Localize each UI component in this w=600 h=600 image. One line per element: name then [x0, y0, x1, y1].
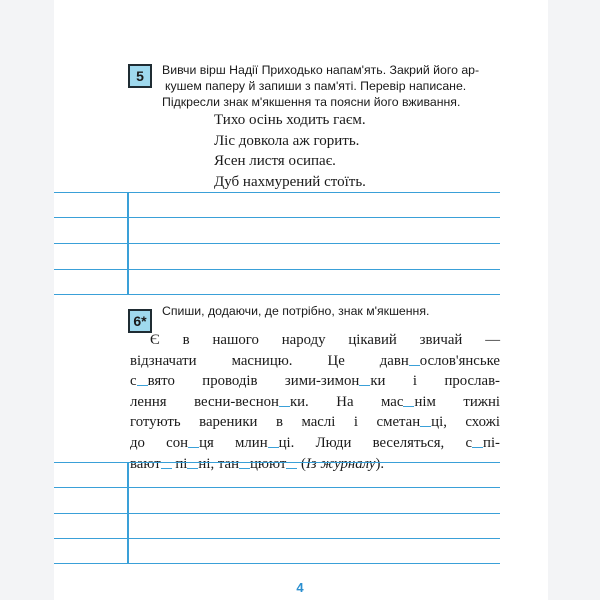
- blank: [403, 394, 414, 407]
- blank: [137, 373, 148, 386]
- instruction-line: Вивчи вірш Надії Приходько напам'ять. Закрий його ар-: [162, 63, 480, 77]
- task-instruction: Спиши, додаючи, де потрібно, знак м'якшення.: [162, 304, 430, 318]
- poem: [214, 110, 366, 192]
- writing-line: [54, 513, 500, 514]
- poem-line: Ясен листя осипає.: [214, 153, 336, 169]
- text-line: Є в нашого народу цікавий звичай —: [150, 332, 500, 348]
- blank: [359, 373, 370, 386]
- text-line: до сон ця млин ці. Люди веселяться, с пі-: [130, 434, 500, 451]
- text-line: лення весни-веснон ки. На мас нім тижні: [130, 393, 501, 410]
- writing-line: [54, 563, 500, 564]
- margin-line: [127, 462, 129, 563]
- exercise-text: [130, 330, 500, 474]
- text-line: вают пі ні, тан цюют (Із журналу).: [130, 455, 385, 472]
- blank: [472, 435, 483, 448]
- writing-line: [54, 487, 500, 488]
- blank: [420, 414, 431, 427]
- poem-line: Ліс довкола аж горить.: [214, 132, 360, 149]
- blank: [409, 353, 420, 366]
- poem-line: Тихо осінь ходить гаєм.: [214, 112, 366, 128]
- source-citation: Із журналу: [305, 455, 376, 472]
- text-line: с вято проводів зими-зимон ки і прослав-: [130, 373, 500, 390]
- text-line: відзначати масницю. Це давн ослов'янське: [130, 352, 500, 369]
- task-instruction: [162, 62, 479, 110]
- blank: [188, 435, 199, 448]
- writing-line: [54, 462, 500, 463]
- task-number: 6*: [133, 313, 147, 329]
- writing-line: [54, 243, 500, 244]
- instruction-line: кушем паперу й запиши з пам'яті. Перевір написане.: [165, 79, 467, 93]
- margin-line: [127, 192, 129, 294]
- text-line: готують вареники в маслі і сметан ці, схожі: [130, 414, 500, 431]
- poem-line: Дуб нахмурений стоїть.: [214, 173, 366, 190]
- task-number-badge: [128, 64, 152, 88]
- task-number: 5: [136, 68, 144, 84]
- writing-line: [54, 269, 500, 270]
- writing-line: [54, 217, 500, 218]
- blank: [279, 394, 290, 407]
- blank: [268, 435, 279, 448]
- writing-line: [54, 192, 500, 193]
- writing-line: [54, 538, 500, 539]
- writing-line: [54, 294, 500, 295]
- page-number: 4: [296, 580, 304, 595]
- instruction-line: Підкресли знак м'якшення та поясни його вживання.: [162, 95, 461, 109]
